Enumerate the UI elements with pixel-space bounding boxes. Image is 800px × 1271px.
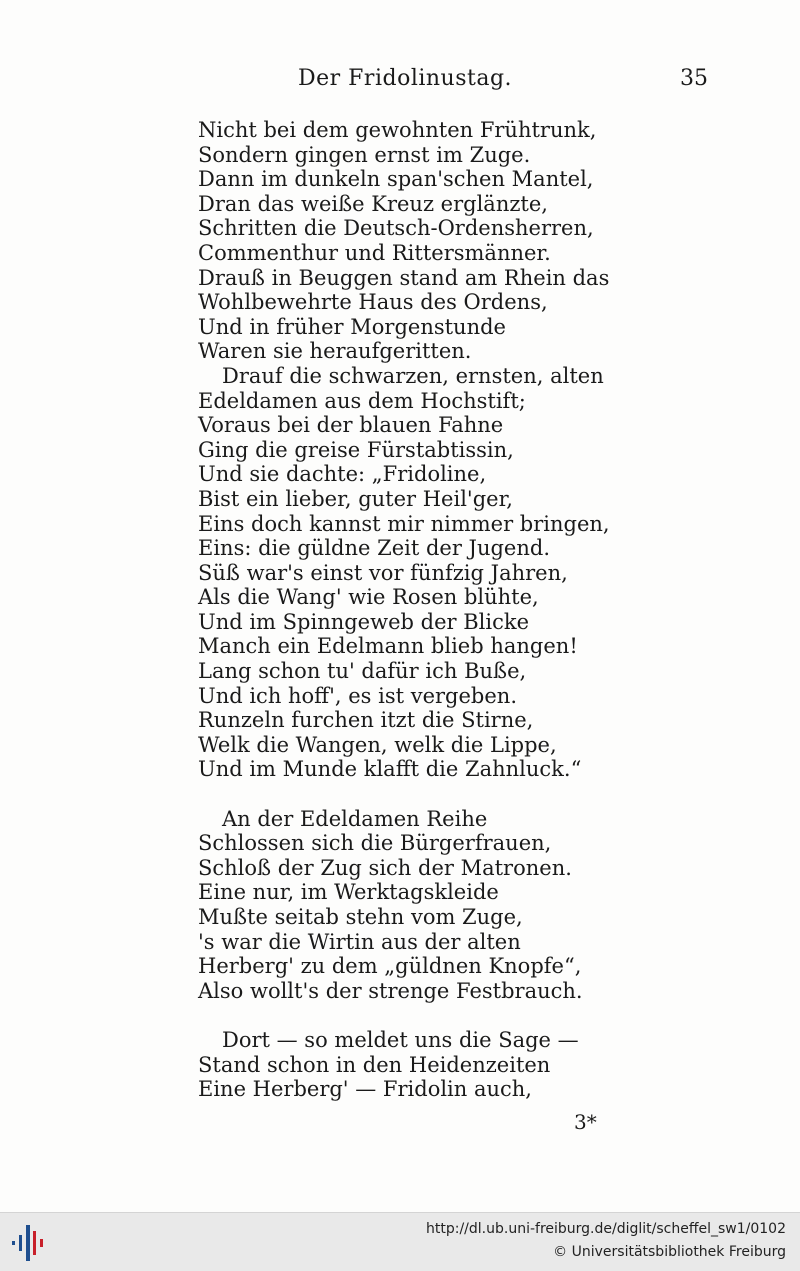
poem-line: Nicht bei dem gewohnten Frühtrunk, bbox=[198, 118, 597, 142]
poem-line: An der Edeldamen Reihe bbox=[222, 806, 488, 831]
poem-line: Also wollt's der strenge Festbrauch. bbox=[198, 978, 583, 1003]
poem-line: Drauß in Beuggen stand am Rhein das bbox=[198, 265, 610, 290]
poem-line: Herberg' zu dem „güldnen Knopfe“, bbox=[198, 954, 582, 979]
poem-line: Und ich hoff', es ist vergeben. bbox=[198, 683, 517, 708]
poem-line: Manch ein Edelmann blieb hangen! bbox=[198, 634, 578, 659]
poem-line: Voraus bei der blauen Fahne bbox=[198, 413, 504, 438]
poem-line: Edeldamen aus dem Hochstift; bbox=[198, 388, 526, 413]
stanza-gap bbox=[198, 1003, 618, 1028]
poem-line: Und im Munde klafft die Zahnluck.“ bbox=[198, 757, 582, 782]
poem-line: Stand schon in den Heidenzeiten bbox=[198, 1052, 551, 1077]
poem-line: Welk die Wangen, welk die Lippe, bbox=[198, 732, 557, 757]
poem-line: Eins: die güldne Zeit der Jugend. bbox=[198, 536, 551, 561]
poem-line: Schritten die Deutsch-Ordensherren, bbox=[198, 216, 594, 241]
poem-line: Dann im dunkeln span'schen Mantel, bbox=[198, 167, 594, 192]
poem-line: Ging die greise Fürstabtissin, bbox=[198, 437, 514, 462]
ub-freiburg-logo-icon bbox=[10, 1223, 54, 1263]
poem-line: Wohlbewehrte Haus des Ordens, bbox=[198, 290, 548, 315]
running-head: Der Fridolinustag. bbox=[298, 66, 513, 91]
poem-line: Und sie dachte: „Fridoline, bbox=[198, 462, 487, 487]
poem-line: Mußte seitab stehn vom Zuge, bbox=[198, 905, 523, 929]
poem-line: Runzeln furchen itzt die Stirne, bbox=[198, 708, 534, 733]
poem-line: Und in früher Morgenstunde bbox=[198, 314, 506, 339]
poem-line: Bist ein lieber, guter Heil'ger, bbox=[198, 486, 513, 511]
poem-line: Lang schon tu' dafür ich Buße, bbox=[198, 659, 527, 684]
poem-line: Und im Spinngeweb der Blicke bbox=[198, 609, 529, 634]
poem-line: 's war die Wirtin aus der alten bbox=[198, 929, 521, 954]
poem-text bbox=[198, 118, 618, 1102]
source-url[interactable]: http://dl.ub.uni-freiburg.de/diglit/scheffel_sw1/0102 bbox=[426, 1221, 786, 1237]
poem-line: Eine Herberg' — Fridolin auch, bbox=[198, 1077, 532, 1102]
page-number: 35 bbox=[680, 66, 708, 91]
poem-line: Schloß der Zug sich der Matronen. bbox=[198, 855, 572, 880]
poem-line: Schlossen sich die Bürgerfrauen, bbox=[198, 831, 552, 856]
poem-line: Sondern gingen ernst im Zuge. bbox=[198, 142, 531, 167]
poem-line: Süß war's einst vor fünfzig Jahren, bbox=[198, 560, 568, 585]
poem-line: Drauf die schwarzen, ernsten, alten bbox=[222, 363, 604, 388]
footer-bar bbox=[0, 1212, 800, 1271]
poem-line: Dort — so meldet uns die Sage — bbox=[222, 1027, 579, 1052]
poem-line: Als die Wang' wie Rosen blühte, bbox=[198, 585, 539, 610]
poem-line: Waren sie heraufgeritten. bbox=[198, 339, 472, 364]
poem-line: Eine nur, im Werktagskleide bbox=[198, 880, 499, 905]
signature-mark: 3* bbox=[574, 1110, 597, 1134]
poem-line: Commenthur und Rittersmänner. bbox=[198, 240, 551, 265]
poem-line: Dran das weiße Kreuz erglänzte, bbox=[198, 191, 548, 216]
poem-line: Eins doch kannst mir nimmer bringen, bbox=[198, 511, 610, 536]
copyright-notice: © Universitätsbibliothek Freiburg bbox=[553, 1244, 786, 1260]
stanza-gap bbox=[198, 782, 618, 807]
